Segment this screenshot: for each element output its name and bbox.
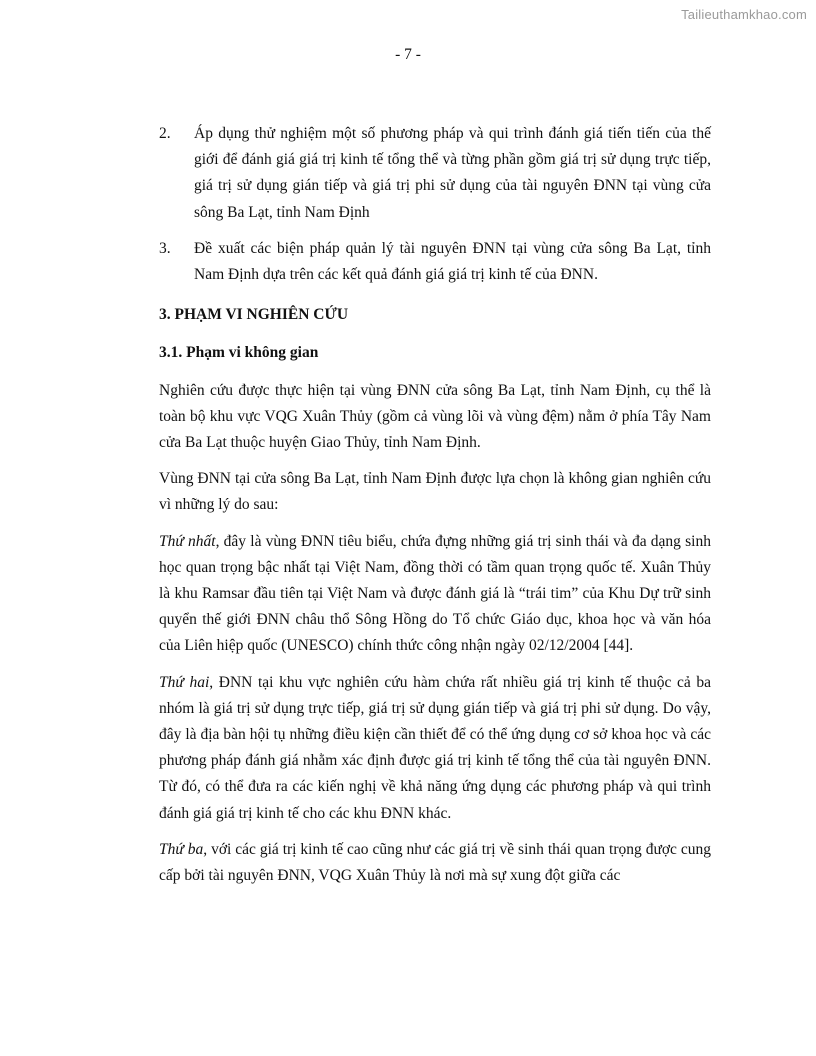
list-item-text: Áp dụng thử nghiệm một số phương pháp và qui trình đánh giá tiến tiến của thế giới để đánh giá giá trị kinh tế tổng thể và từng phần gồm giá trị sử dụng trực tiếp, giá trị sử dụng gián tiếp và giá trị phi sử dụng của tài nguyên ĐNN tại vùng cửa sông Ba Lạt, tỉnh Nam Định	[194, 125, 711, 221]
reason-lead: Thứ hai	[159, 673, 210, 691]
watermark: Tailieuthamkhao.com	[681, 7, 807, 22]
reason-lead: Thứ ba	[159, 840, 204, 858]
paragraph: Nghiên cứu được thực hiện tại vùng ĐNN cửa sông Ba Lạt, tỉnh Nam Định, cụ thể là toàn bộ khu vực VQG Xuân Thủy (gồm cả vùng lõi và vùng đệm) nằm ở phía Tây Nam cửa Ba Lạt thuộc huyện Giao Thủy, tỉnh Nam Định.	[159, 381, 711, 452]
reason-paragraph	[159, 670, 711, 827]
list-item-number: 3.	[159, 239, 171, 257]
subsection-heading: 3.1. Phạm vi không gian	[159, 344, 319, 362]
list-item	[159, 121, 711, 226]
list-item-text: Đề xuất các biện pháp quản lý tài nguyên ĐNN tại vùng cửa sông Ba Lạt, tỉnh Nam Định dựa trên các kết quả đánh giá giá trị kinh tế của ĐNN.	[194, 239, 711, 284]
reason-paragraph	[159, 837, 711, 889]
paragraph: Vùng ĐNN tại cửa sông Ba Lạt, tỉnh Nam Định được lựa chọn là không gian nghiên cứu vì những lý do sau:	[159, 470, 711, 514]
reason-text: , với các giá trị kinh tế cao cũng như các giá trị về sinh thái quan trọng được cung cấp bởi tài nguyên ĐNN, VQG Xuân Thủy là nơi mà sự xung đột giữa các	[159, 840, 711, 885]
section-heading: 3. PHẠM VI NGHIÊN CỨU	[159, 306, 349, 324]
reason-lead: Thứ nhất	[159, 532, 216, 550]
reason-paragraph	[159, 529, 711, 660]
page-number: - 7 -	[395, 46, 421, 63]
document-body	[159, 121, 711, 899]
reason-text: , đây là vùng ĐNN tiêu biểu, chứa đựng những giá trị sinh thái và đa dạng sinh học quan trọng bậc nhất tại Việt Nam, đồng thời có tầm quan trọng quốc tế. Xuân Thủy là khu Ramsar đầu tiên tại Việt Nam và được đánh giá là “trái tim” của Khu Dự trữ sinh quyển thế giới ĐNN châu thổ Sông Hồng do Tổ chức Giáo dục, khoa học và văn hóa của Liên hiệp quốc (UNESCO) chính thức công nhận ngày 02/12/2004 [44].	[159, 532, 711, 655]
list-item-number: 2.	[159, 125, 171, 142]
list-item	[159, 236, 711, 288]
reason-text: , ĐNN tại khu vực nghiên cứu hàm chứa rất nhiều giá trị kinh tế thuộc cả ba nhóm là giá trị sử dụng trực tiếp, giá trị sử dụng gián tiếp và giá trị phi sử dụng. Do vậy, đây là địa bàn hội tụ những điều kiện cần thiết để có thể ứng dụng cơ sở khoa học và các phương pháp đánh giá nhằm xác định được giá trị kinh tế tổng thể của tài nguyên ĐNN. Từ đó, có thể đưa ra các kiến nghị về khả năng ứng dụng các phương pháp và qui trình đánh giá giá trị kinh tế cho các khu ĐNN khác.	[159, 673, 711, 822]
